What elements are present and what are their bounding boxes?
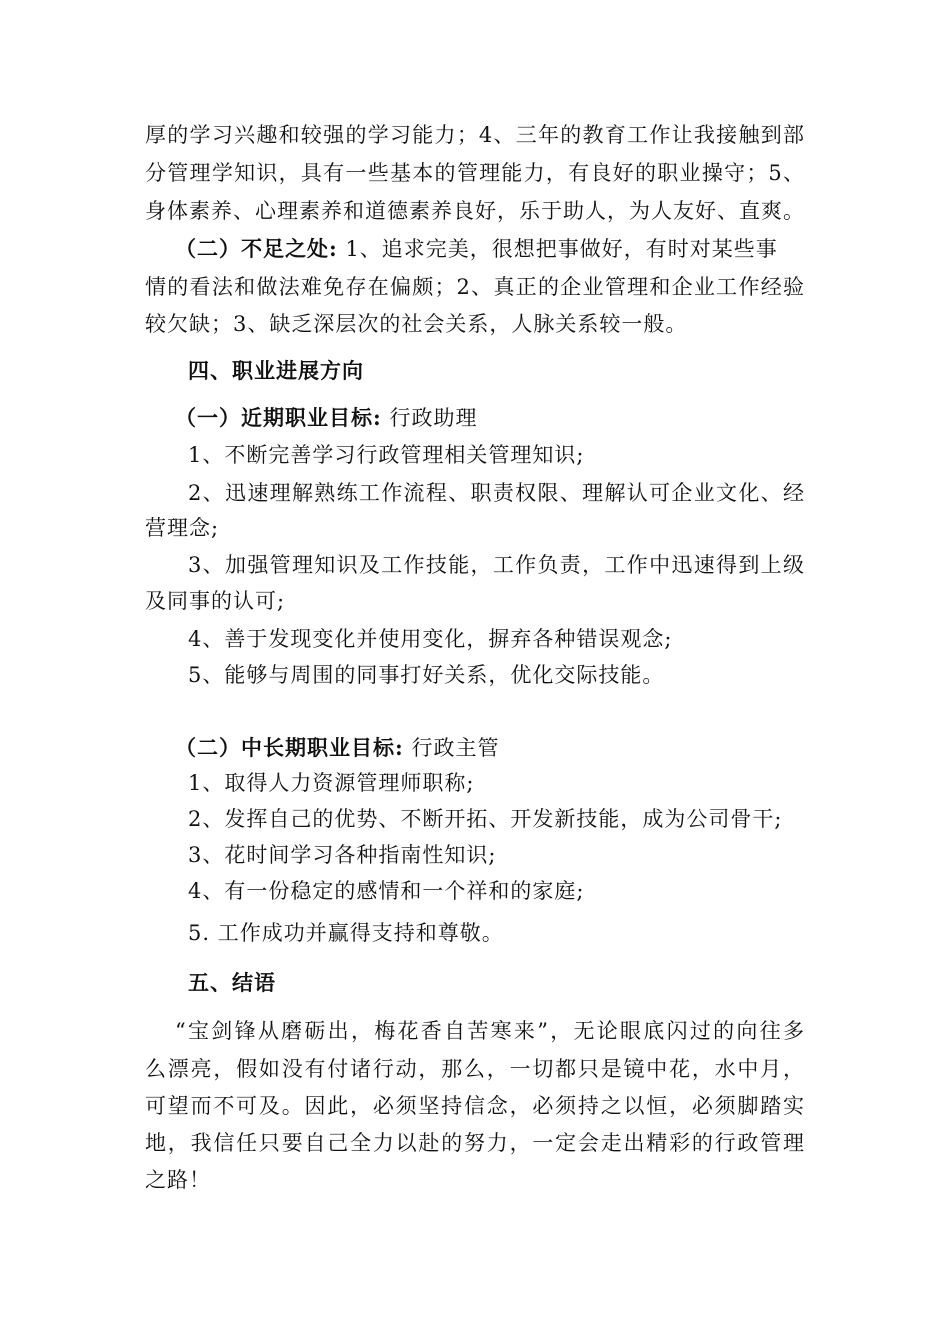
short-term-item-4: 4、善于发现变化并使用变化，摒弃各种错误观念;: [188, 627, 673, 651]
long-term-item-2: 2、发挥自己的优势、不断开拓、开发新技能，成为公司骨干;: [188, 807, 783, 831]
long-term-goal-heading: （二）中长期职业目标:: [175, 735, 404, 760]
section-5-title: 五、结语: [188, 970, 276, 995]
short-term-item-1: 1、不断完善学习行政管理相关管理知识;: [188, 443, 585, 467]
weaknesses-first-line: [175, 232, 778, 266]
long-term-goal-value: 行政主管: [403, 736, 500, 760]
short-term-item-2-cont: 营理念;: [145, 516, 220, 540]
conclusion-line-1: “宝剑锋从磨砺出，梅花香自苦寒来”，无论眼底闪过的向往多: [175, 1019, 805, 1043]
conclusion-line-2: 么漂亮，假如没有付诸行动，那么，一切都只是镜中花，水中月，: [145, 1057, 805, 1081]
short-term-item-5: 5、能够与周围的同事打好关系，优化交际技能。: [188, 663, 665, 687]
long-term-goal: [175, 731, 499, 765]
long-term-item-4: 4、有一份稳定的感情和一个祥和的家庭;: [188, 879, 585, 903]
strengths-line-3: 身体素养、心理素养和道德素养良好，乐于助人，为人友好、直爽。: [145, 199, 805, 223]
conclusion-line-4: 地，我信任只要自己全力以赴的努力，一定会走出精彩的行政管理: [145, 1131, 805, 1155]
short-term-goal-heading: （一）近期职业目标:: [175, 405, 382, 430]
weaknesses-line-2: 情的看法和做法难免存在偏颇；2、真正的企业管理和企业工作经验: [145, 275, 805, 299]
short-term-goal: [175, 401, 477, 435]
short-term-item-3-cont: 及同事的认可;: [145, 589, 286, 613]
weaknesses-heading: （二）不足之处:: [175, 236, 338, 261]
long-term-item-3: 3、花时间学习各种指南性知识;: [188, 843, 497, 867]
conclusion-line-3: 可望而不可及。因此，必须坚持信念，必须持之以恒，必须脚踏实: [145, 1094, 805, 1118]
section-4-title: 四、职业进展方向: [188, 358, 364, 383]
long-term-item-1: 1、取得人力资源管理师职称;: [188, 771, 475, 795]
strengths-line-1: 厚的学习兴趣和较强的学习能力；4、三年的教育工作让我接触到部: [145, 123, 805, 147]
weaknesses-line-3: 较欠缺；3、缺乏深层次的社会关系，人脉关系较一般。: [145, 312, 688, 336]
short-term-goal-value: 行政助理: [381, 406, 478, 430]
short-term-item-2: 2、迅速理解熟练工作流程、职责权限、理解认可企业文化、经: [188, 481, 805, 505]
conclusion-line-5: 之路！: [145, 1168, 211, 1192]
strengths-line-2: 分管理学知识，具有一些基本的管理能力，有良好的职业操守；5、: [145, 161, 805, 185]
long-term-item-5: 5. 工作成功并赢得支持和尊敬。: [188, 921, 504, 945]
weaknesses-line-1-text: 1、追求完美，很想把事做好，有时对某些事: [337, 237, 778, 261]
short-term-item-3: 3、加强管理知识及工作技能，工作负责，工作中迅速得到上级: [188, 553, 805, 577]
